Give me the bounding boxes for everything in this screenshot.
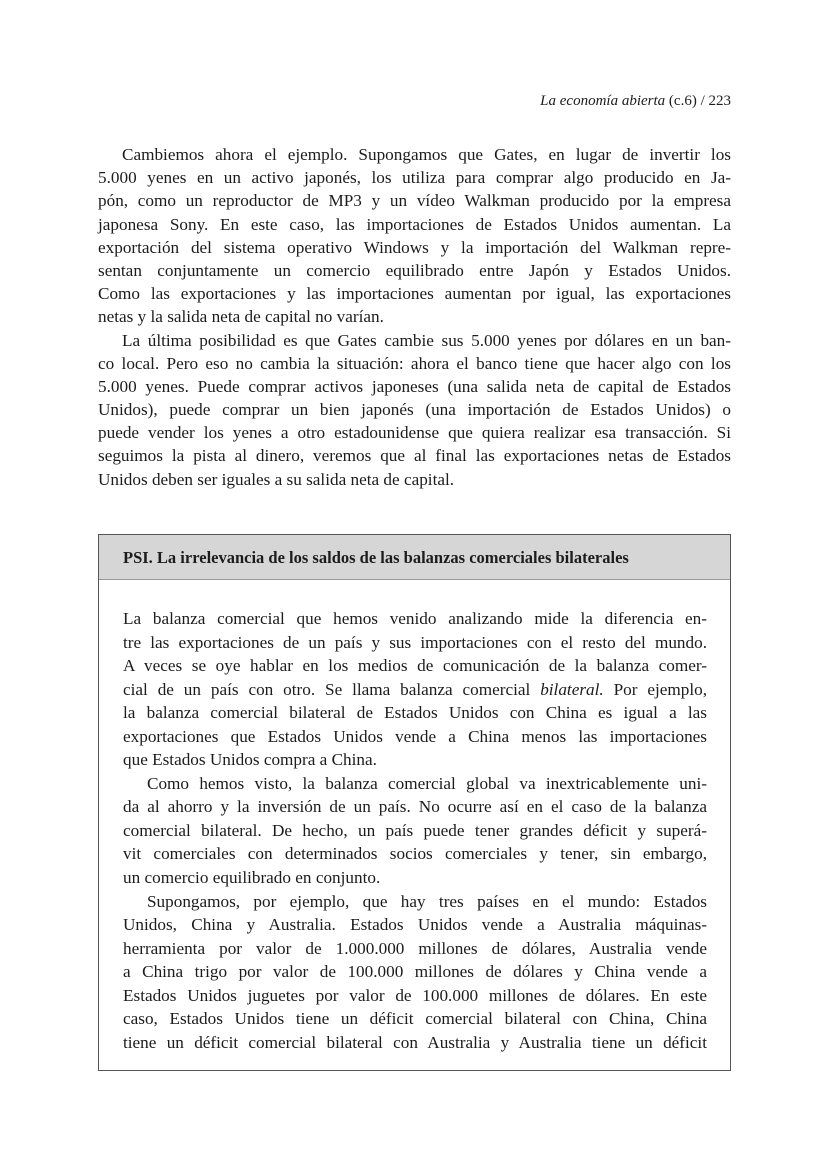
- text-line: netas y la salida neta de capital no varían.: [98, 307, 384, 327]
- text-line: seguimos la pista al dinero, veremos que al final las exportaciones netas de Estados: [98, 446, 731, 466]
- text-line: exportaciones que Estados Unidos vende a China menos las importaciones: [123, 726, 707, 746]
- text-line: sentan conjuntamente un comercio equilibrado entre Japón y Estados Unidos.: [98, 260, 731, 280]
- text-line: la balanza comercial bilateral de Estados Unidos con China es igual a las: [123, 703, 707, 723]
- text-line: herramienta por valor de 1.000.000 millones de dólares, Australia vende: [123, 938, 707, 958]
- text-line: vit comerciales con determinados socios comerciales y tener, sin embargo,: [123, 844, 707, 864]
- text-line: Como las exportaciones y las importaciones aumentan por igual, las exportaciones: [98, 284, 731, 304]
- text-span: cial de un país con otro. Se llama balanza comercial: [123, 679, 541, 699]
- text-line: Estados Unidos juguetes por valor de 100.000 millones de dólares. En este: [123, 985, 707, 1005]
- text-line: tiene un déficit comercial bilateral con Australia y Australia tiene un déficit: [123, 1032, 707, 1052]
- chapter-title: La economía abierta: [540, 93, 666, 109]
- text-line: pón, como un reproductor de MP3 y un vídeo Walkman producido por la empresa: [98, 191, 731, 211]
- text-line: A veces se oye hablar en los medios de comunicación de la balanza comer-: [123, 656, 707, 676]
- body-text: [98, 143, 731, 491]
- text-line: 5.000 yenes en un activo japonés, los utiliza para comprar algo producido en Ja-: [98, 168, 731, 188]
- text-line: Como hemos visto, la balanza comercial global va inextricablemente uni-: [147, 773, 707, 793]
- text-line: Cambiemos ahora el ejemplo. Supongamos que Gates, en lugar de invertir los: [122, 145, 731, 164]
- page-number: (c.6) / 223: [665, 93, 731, 109]
- text-line: comercial bilateral. De hecho, un país puede tener grandes déficit y superá-: [123, 820, 707, 840]
- text-line: un comercio equilibrado en conjunto.: [123, 868, 381, 888]
- text-line: Unidos deben ser iguales a su salida neta de capital.: [98, 469, 455, 489]
- text-line: Unidos), puede comprar un bien japonés (una importación de Estados Unidos) o: [98, 400, 731, 420]
- text-line: Supongamos, por ejemplo, que hay tres países en el mundo: Estados: [147, 891, 707, 911]
- running-header: [540, 93, 731, 110]
- text-line: [123, 678, 707, 702]
- paragraph: [98, 143, 731, 329]
- italic-term: bilateral.: [540, 679, 604, 699]
- text-line: da al ahorro y la inversión de un país. No ocurre así en el caso de la balanza: [123, 797, 707, 817]
- text-line: La balanza comercial que hemos venido analizando mide la diferencia en-: [123, 609, 707, 628]
- text-line: 5.000 yenes. Puede comprar activos japoneses (una salida neta de capital de Estados: [98, 376, 731, 396]
- text-span: Por ejemplo,: [603, 679, 708, 699]
- text-line: La última posibilidad es que Gates cambie sus 5.000 yenes por dólares en un ban-: [122, 330, 731, 350]
- box-body: [123, 607, 707, 1054]
- text-line: Unidos, China y Australia. Estados Unidos vende a Australia máquinas-: [123, 915, 707, 935]
- text-line: caso, Estados Unidos tiene un déficit comercial bilateral con China, China: [123, 1009, 707, 1029]
- text-line: co local. Pero eso no cambia la situación: ahora el banco tiene que hacer algo con los: [98, 353, 731, 373]
- text-line: a China trigo por valor de 100.000 millones de dólares y China vende a: [123, 962, 707, 982]
- paragraph: [98, 329, 731, 491]
- box-title: PSI. La irrelevancia de los saldos de las balanzas comerciales bilaterales: [99, 535, 730, 580]
- text-line: japonesa Sony. En este caso, las importaciones de Estados Unidos aumentan. La: [98, 214, 731, 234]
- text-line: puede vender los yenes a otro estadounidense que quiera realizar esa transacción. Si: [98, 423, 731, 443]
- text-line: tre las exportaciones de un país y sus importaciones con el resto del mundo.: [123, 632, 707, 652]
- text-line: que Estados Unidos compra a China.: [123, 750, 377, 770]
- sidebar-box: [98, 534, 731, 1071]
- text-line: exportación del sistema operativo Windows y la importación del Walkman repre-: [98, 237, 731, 257]
